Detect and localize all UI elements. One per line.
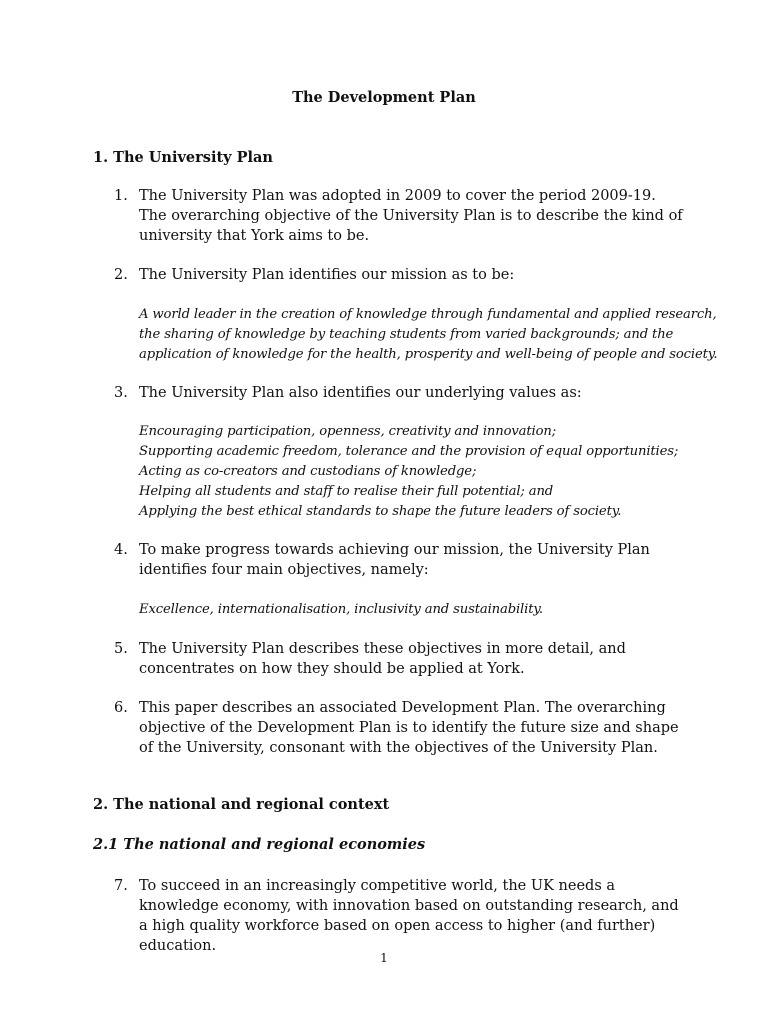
quote-line: A world leader in the creation of knowledge through fundamental and applied research,: [139, 307, 717, 322]
quote-line: Supporting academic freedom, tolerance and the provision of equal opportunities;: [139, 444, 679, 459]
quote-line: the sharing of knowledge by teaching students from varied backgrounds; and the: [139, 327, 674, 342]
paragraph-1: [114, 186, 684, 246]
paragraph-number: 4.: [114, 542, 128, 558]
paragraph-text: To succeed in an increasingly competitive world, the UK needs a knowledge economy, with innovation based on outstanding research, and a high quality workforce based on open access to higher (and further) education.: [139, 878, 679, 954]
quote-line: Helping all students and staff to realise their full potential; and: [139, 484, 554, 499]
paragraph-6: [114, 698, 684, 758]
paragraph-number: 1.: [114, 188, 128, 204]
quote-line: Acting as co-creators and custodians of knowledge;: [139, 464, 477, 479]
values-quote: [139, 422, 699, 522]
page-number: 1: [380, 951, 388, 965]
quote-line: Applying the best ethical standards to shape the future leaders of society.: [139, 504, 622, 519]
paragraph-number: 3.: [114, 385, 128, 401]
paragraph-text: To make progress towards achieving our mission, the University Plan identifies four main objectives, namely:: [139, 542, 650, 578]
paragraph-text: This paper describes an associated Development Plan. The overarching objective of the Development Plan is to identify the future size and shape of the University, consonant with the objectives of the University Plan.: [139, 700, 679, 756]
objectives-quote: [139, 600, 699, 620]
paragraph-5: [114, 639, 684, 679]
paragraph-7: [114, 876, 684, 956]
paragraph-text: The University Plan describes these objectives in more detail, and concentrates on how they should be applied at York.: [139, 641, 626, 677]
paragraph-text: The University Plan was adopted in 2009 to cover the period 2009-19. The overarching objective of the University Plan is to describe the kind of university that York aims to be.: [139, 188, 683, 244]
paragraph-text: The University Plan also identifies our underlying values as:: [139, 385, 582, 401]
paragraph-text: The University Plan identifies our mission as to be:: [139, 267, 515, 283]
paragraph-number: 7.: [114, 878, 128, 894]
paragraph-number: 6.: [114, 700, 128, 716]
section-heading-university-plan: 1. The University Plan: [93, 149, 273, 166]
subsection-heading-economies: 2.1 The national and regional economies: [93, 836, 426, 853]
quote-line: Excellence, internationalisation, inclusivity and sustainability.: [139, 602, 543, 617]
document-title: The Development Plan: [292, 89, 476, 106]
paragraph-2: [114, 265, 684, 285]
paragraph-number: 2.: [114, 267, 128, 283]
section-heading-national-context: 2. The national and regional context: [93, 796, 390, 813]
quote-line: Encouraging participation, openness, creativity and innovation;: [139, 424, 557, 439]
paragraph-3: [114, 383, 684, 403]
paragraph-4: [114, 540, 684, 580]
quote-line: application of knowledge for the health, prosperity and well-being of people and society.: [139, 347, 718, 362]
paragraph-number: 5.: [114, 641, 128, 657]
mission-quote: [139, 305, 718, 365]
